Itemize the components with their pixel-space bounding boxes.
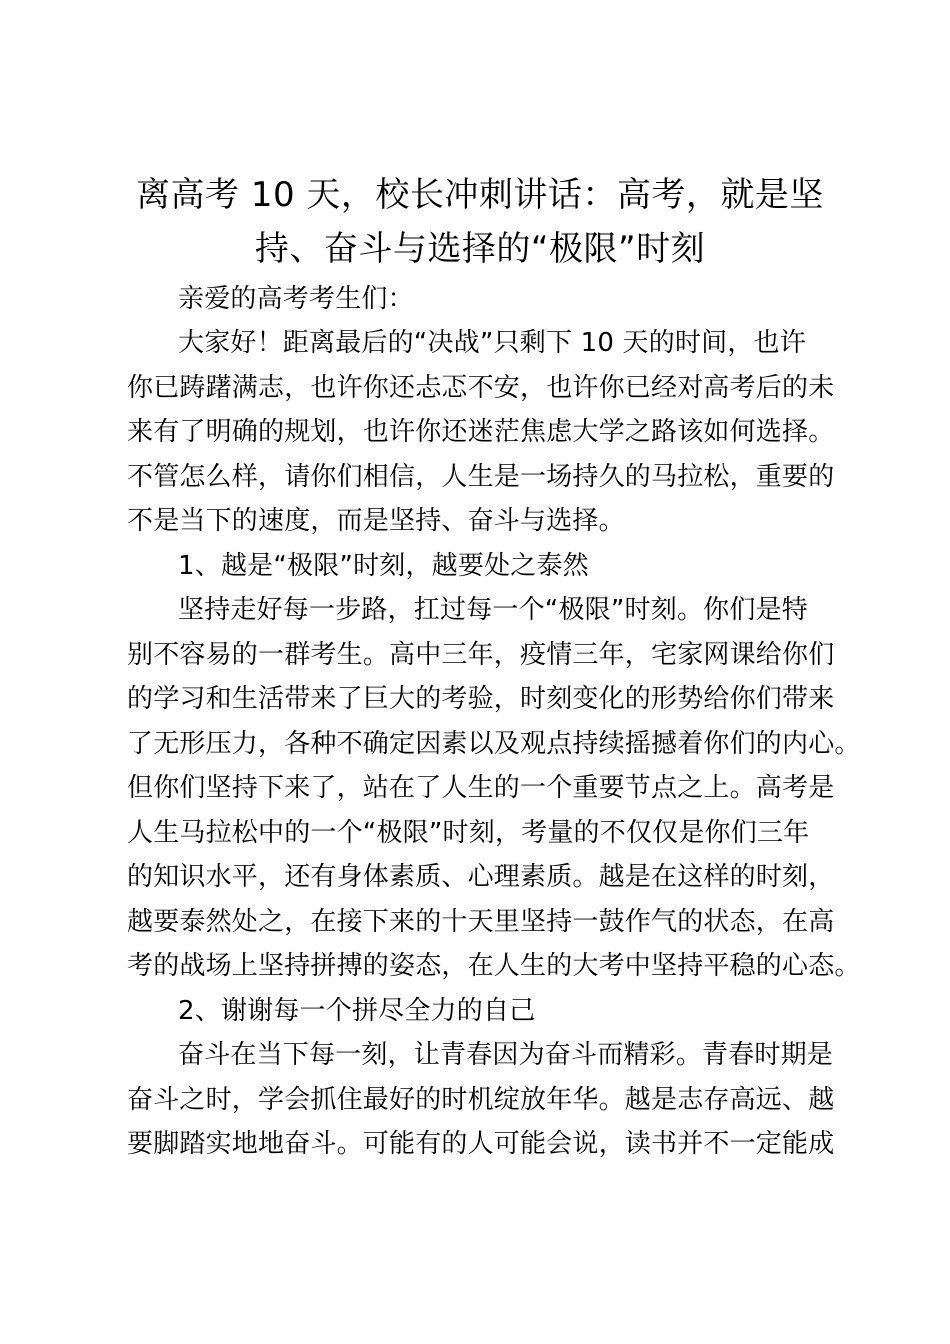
section-heading-1: 1、越是“极限”时刻，越要处之泰然: [178, 551, 589, 581]
paragraph-line: 但你们坚持下来了，站在了人生的一个重要节点之上。高考是: [127, 773, 835, 803]
paragraph-line: 越要泰然处之，在接下来的十天里坚持一鼓作气的状态，在高: [127, 907, 835, 937]
paragraph-line: 的知识水平，还有身体素质、心理素质。越是在这样的时刻，: [127, 862, 835, 892]
paragraph-line: 考的战场上坚持拼搏的姿态，在人生的大考中坚持平稳的心态。: [127, 951, 861, 981]
salutation: 亲爱的高考考生们：: [178, 284, 414, 314]
paragraph-line: 不是当下的速度，而是坚持、奋斗与选择。: [127, 506, 625, 536]
paragraph-line: 要脚踏实地地奋斗。可能有的人可能会说，读书并不一定能成: [127, 1129, 835, 1159]
paragraph-line: 奋斗之时，学会抓住最好的时机绽放年华。越是志存高远、越: [127, 1085, 835, 1115]
paragraph-line: 别不容易的一群考生。高中三年，疫情三年，宅家网课给你们: [127, 640, 835, 670]
paragraph-line: 坚持走好每一步路，扛过每一个“极限”时刻。你们是特: [178, 595, 808, 625]
section-heading-2: 2、谢谢每一个拼尽全力的自己: [178, 996, 536, 1026]
paragraph-line: 大家好！距离最后的“决战”只剩下 10 天的时间，也许: [178, 328, 806, 358]
paragraph-line: 了无形压力，各种不确定因素以及观点持续摇撼着你们的内心。: [127, 729, 861, 759]
paragraph-line: 的学习和生活带来了巨大的考验，时刻变化的形势给你们带来: [127, 684, 835, 714]
paragraph-line: 来有了明确的规划，也许你还迷茫焦虑大学之路该如何选择。: [127, 417, 835, 447]
paragraph-line: 你已踌躇满志，也许你还忐忑不安，也许你已经对高考后的未: [127, 373, 835, 403]
paragraph-line: 人生马拉松中的一个“极限”时刻，考量的不仅仅是你们三年: [127, 818, 810, 848]
document-title-line-2: 持、奋斗与选择的“极限”时刻: [254, 229, 706, 269]
document-title-line-1: 离高考 10 天，校长冲刺讲话：高考，就是坚: [136, 175, 824, 215]
paragraph-line: 不管怎么样，请你们相信，人生是一场持久的马拉松，重要的: [127, 462, 835, 492]
paragraph-line: 奋斗在当下每一刻，让青春因为奋斗而精彩。青春时期是: [178, 1040, 834, 1070]
